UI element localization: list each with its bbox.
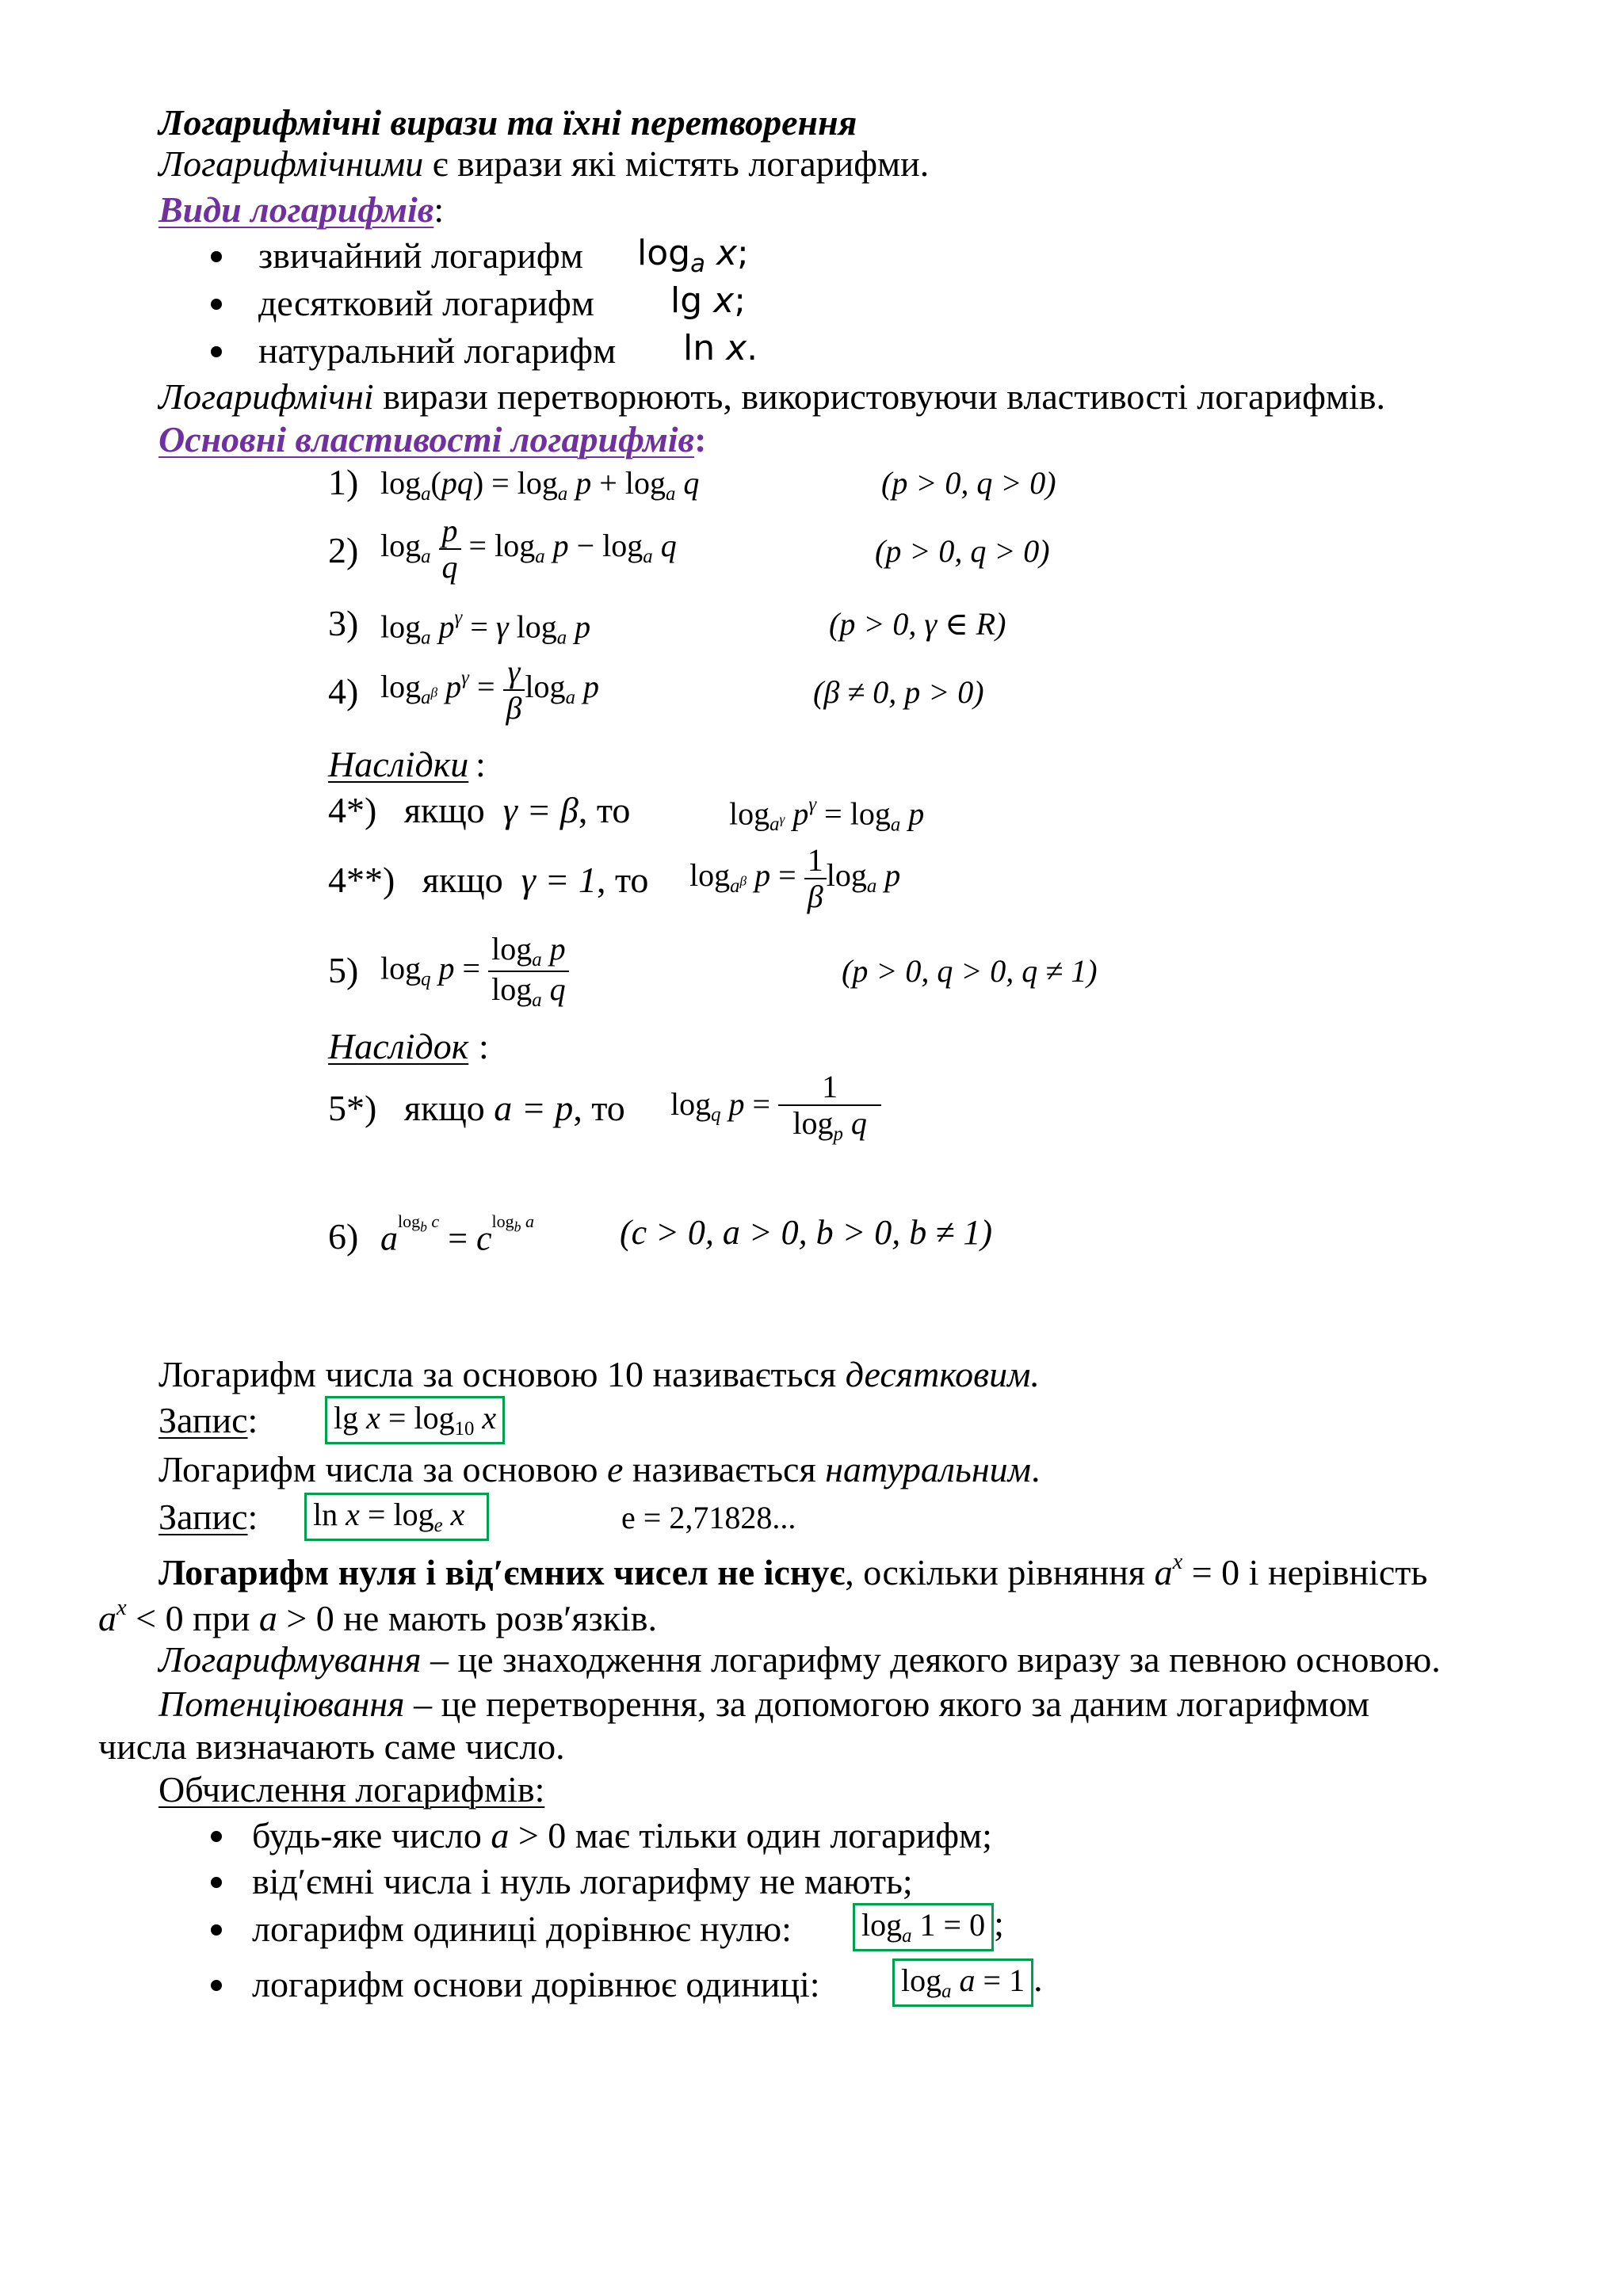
properties-heading-line: Основні властивості логарифмів: (158, 419, 707, 460)
property-1-formula: $\log_a(pq) = \log_a p + \log_a q$ (380, 465, 700, 505)
computation-item-3-formula: $\log_a 1 = 0$ ; (853, 1903, 1004, 1951)
bullet-icon (211, 1831, 222, 1842)
nonexist-line-1: Логарифм нуля і відʹємних чисел не існує, оскільки рівняння $a^x = 0$ і нерівність (158, 1550, 1428, 1592)
computation-item-3: логарифм одиниці дорівнює нулю: (252, 1909, 792, 1949)
computation-item-2: відʹємні числа і нуль логарифму не мають; (252, 1861, 913, 1901)
intro-rest: є вирази які містять логарифми. (423, 143, 930, 184)
intro-line (158, 144, 929, 185)
property-1-number: 1) (328, 462, 359, 502)
property-3-condition: (p > 0, γ ∈ R) (829, 606, 1006, 642)
natural-definition: Логарифм числа за основою e називається натуральним. (158, 1449, 1041, 1489)
types-heading: Види логарифмів (158, 189, 434, 230)
transform-line: Логарифмічні вирази перетворюють, використовуючи властивості логарифмів. (158, 376, 1386, 417)
bullet-icon (211, 299, 222, 310)
computation-heading: Обчислення логарифмів: (158, 1769, 545, 1810)
potentiation-line-2: числа визначають саме число. (98, 1726, 565, 1767)
logarithmation-line: Логарифмування – це знаходження логарифму деякого виразу за певною основою. (158, 1639, 1441, 1680)
consequence-4a-formula: $\log_{a^\gamma} p^\gamma = \log_a p$ (729, 794, 925, 836)
type-item-natural: натуральний логарифм (258, 330, 617, 371)
bullet-icon (211, 1877, 222, 1888)
type-formula-decimal: lg x; (670, 280, 747, 321)
nonexist-line-2: $a^x < 0$ при a > 0 не мають розвʹязків. (98, 1596, 658, 1638)
property-2-number: 2) (328, 530, 359, 570)
bullet-icon (211, 1980, 222, 1991)
consequence-label: Наслідок (328, 1026, 469, 1066)
property-6-number: 6) (328, 1216, 359, 1257)
e-value: e = 2,71828... (621, 1500, 796, 1535)
property-5-formula: $\log_q p$ = $\frac{\log_a p}{\log_a q}$ (380, 932, 569, 1011)
computation-item-1: будь-яке число a > 0 має тільки один логарифм; (252, 1815, 992, 1855)
intro-term: Логарифмічними (158, 143, 424, 184)
bullet-icon (211, 251, 222, 262)
property-1-condition: (p > 0, q > 0) (881, 465, 1056, 501)
bullet-icon (211, 1924, 222, 1936)
bullet-icon (211, 346, 222, 357)
decimal-definition: Логарифм числа за основою 10 називається десятковим. (158, 1354, 1040, 1394)
consequence-4a: 4*) якщо γ = β, то (328, 790, 631, 830)
computation-item-4-formula: $\log_a a = 1$ . (892, 1958, 1043, 2007)
consequence-5: 5*) якщо a = p, то (328, 1088, 625, 1128)
type-item-ordinary: звичайний логарифм (258, 235, 583, 276)
type-formula-ordinary: $\log_a x$; (637, 233, 749, 279)
types-heading-line: Види логарифмів: (158, 189, 445, 230)
natural-formula-box: $\ln x = \log_e x$ (304, 1493, 489, 1541)
decimal-record: Запис: (158, 1400, 258, 1440)
page-title: Логарифмічні вирази та їхні перетворення (158, 102, 857, 143)
property-2-formula: $\log_a$ $\frac{p}{q}$ = $\log_a p - \log_a q$ (380, 513, 677, 585)
property-5-number: 5) (328, 950, 359, 990)
consequence-5-formula: $\log_q p$ = $\frac{1}{\log_p q}$ (670, 1070, 881, 1145)
decimal-formula-box: $\lg x = \log_{10} x$ (325, 1396, 505, 1444)
consequences-colon: : (475, 744, 486, 784)
consequence-colon: : (479, 1026, 489, 1066)
consequences-label: Наслідки (328, 744, 469, 784)
type-formula-natural: ln x. (683, 328, 758, 368)
property-2-condition: (p > 0, q > 0) (875, 533, 1050, 569)
property-3-formula: $\log_a p^\gamma = \gamma$ $\log_a p$ (380, 607, 591, 649)
property-3-number: 3) (328, 603, 359, 643)
property-4-number: 4) (328, 671, 359, 711)
type-item-decimal: десятковий логарифм (258, 283, 594, 323)
consequence-4b-formula: $\log_{a^\beta} p$ = $\frac{1}{\beta}$ $\log_a p$ (689, 842, 901, 914)
property-6-condition: (c > 0, a > 0, b > 0, b ≠ 1) (620, 1213, 993, 1252)
potentiation-line-1: Потенціювання – це перетворення, за допомогою якого за даним логарифмом (158, 1684, 1369, 1724)
property-4-condition: (β ≠ 0, p > 0) (813, 674, 984, 710)
property-5-condition: (p > 0, q > 0, q ≠ 1) (842, 953, 1098, 989)
consequence-4b: 4**) якщо γ = 1, то (328, 860, 649, 900)
natural-record: Запис: (158, 1497, 258, 1537)
properties-heading: Основні властивості логарифмів (158, 419, 695, 460)
property-6-formula: $a^{log_b c} = c^{log_b a}$ (380, 1211, 534, 1258)
computation-item-4: логарифм основи дорівнює одиниці: (252, 1964, 820, 2004)
property-4-formula: $\log_{a^\beta} p^\gamma$ = $\frac{\gamma}{\beta}$ $\log_a p$ (380, 654, 599, 726)
